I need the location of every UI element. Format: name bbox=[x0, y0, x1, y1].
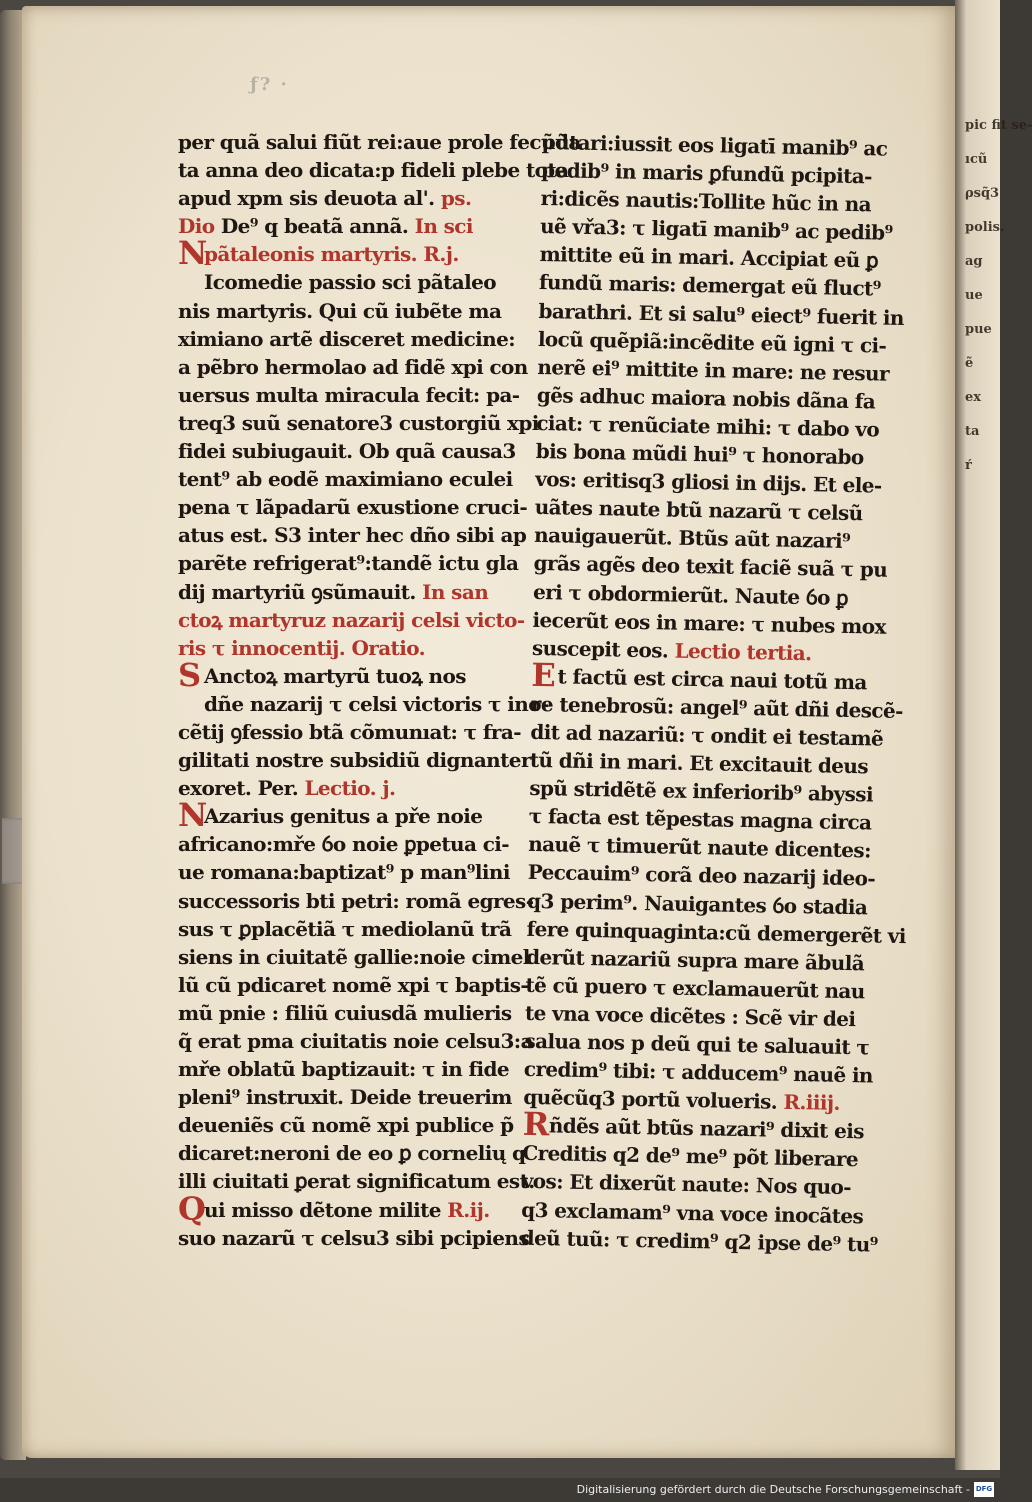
text-line bbox=[178, 746, 538, 774]
body-text: ue romana:baptizat⁹ p man⁹lini bbox=[178, 860, 510, 885]
body-text: nauẽ τ timuerũt naute dicentes: bbox=[528, 832, 872, 863]
body-text: τ facta est tẽpestas magna circa bbox=[528, 804, 872, 835]
body-text: fere quinquaginta:cũ demergerẽt vi bbox=[526, 916, 907, 948]
text-line bbox=[178, 690, 549, 718]
body-text: t factũ est circa naui totũ ma bbox=[557, 664, 867, 695]
body-text: dñe nazarij τ celsi victoris τ ino- bbox=[204, 691, 549, 716]
initial-letter: N bbox=[178, 796, 207, 835]
body-text: ri:dicẽs nautis:Tollite hũc in na bbox=[540, 186, 872, 217]
text-line bbox=[178, 268, 538, 296]
body-text: Azarius genitus a pře noie bbox=[204, 804, 483, 829]
body-text: pena τ lãpadarũ exustione cruci- bbox=[178, 495, 528, 520]
body-text: bis bona mũdi hui⁹ τ honorabo bbox=[535, 438, 864, 470]
text-line bbox=[178, 521, 538, 549]
text-line bbox=[178, 212, 538, 240]
text-line bbox=[178, 796, 538, 835]
text-line bbox=[178, 971, 538, 999]
text-line bbox=[178, 325, 538, 353]
body-text: De⁹ q beatã annã. bbox=[220, 214, 415, 239]
initial-letter: N bbox=[178, 234, 207, 273]
body-text: re tenebrosũ: angel⁹ aũt dñi descẽ- bbox=[530, 691, 904, 723]
body-text: q̃ erat pma ciuitatis noie celsu3:a bbox=[178, 1029, 533, 1053]
body-text: lũ cũ pdicaret nomẽ xpi τ baptis- bbox=[178, 972, 529, 997]
text-line bbox=[178, 578, 538, 606]
text-line bbox=[178, 1083, 538, 1111]
next-page-fragment: pic fit se- bbox=[965, 118, 1032, 133]
next-page-fragment: polis. bbox=[965, 220, 1005, 235]
rubric-text: ctoꝝ martyruz nazarij celsi victo- bbox=[178, 607, 525, 632]
text-line bbox=[178, 437, 538, 465]
next-page-fragment: ıcũ bbox=[965, 152, 988, 167]
text-line bbox=[178, 493, 538, 521]
body-text: Creditis q2 de⁹ me⁹ põt liberare bbox=[522, 1141, 859, 1172]
folio-number: ƒ? · bbox=[250, 74, 289, 95]
text-line bbox=[178, 1111, 538, 1139]
rubric-text: In sci bbox=[414, 214, 473, 239]
body-text: dicaret:neroni de eo ꝑ cornelių q bbox=[178, 1141, 526, 1166]
body-text: deueniẽs cũ nomẽ xpi publice p̃ bbox=[178, 1113, 514, 1138]
initial-letter: E bbox=[531, 655, 556, 695]
text-line bbox=[178, 234, 538, 273]
text-line bbox=[178, 156, 569, 184]
body-text: salua nos p deũ qui te saluauit τ bbox=[524, 1028, 870, 1060]
body-text: tẽ cũ puero τ exclamauerũt nau bbox=[525, 972, 865, 1004]
body-text: te vna voce dicẽtes : Scẽ vir dei bbox=[524, 1000, 856, 1032]
body-text: dij martyriũ ꝯsũmauit. bbox=[178, 579, 423, 604]
body-text: pũtari:iussit eos ligatī manib⁹ ac bbox=[541, 129, 888, 161]
text-line bbox=[178, 943, 538, 971]
body-text: uẽ vřa3: τ ligatī manib⁹ ac pedib⁹ bbox=[539, 214, 893, 246]
body-text: Peccauim⁹ corã deo nazarij ideo- bbox=[527, 860, 876, 891]
rubric-text: Lectio. j. bbox=[304, 776, 396, 801]
next-page-fragment: ta bbox=[965, 424, 980, 439]
body-text: exoret. Per. bbox=[178, 776, 305, 801]
body-text: uãtes naute btũ nazarũ τ celsũ bbox=[534, 495, 863, 526]
body-text: mře oblatũ baptizauit: τ in fide bbox=[178, 1057, 510, 1082]
body-text: ñdẽs aũt btũs nazari⁹ dixit eis bbox=[548, 1113, 865, 1144]
body-text: nauigauerũt. Btũs aũt nazari⁹ bbox=[533, 523, 851, 554]
text-line bbox=[178, 634, 538, 662]
body-text: illi ciuitati ꝑerat significatum est. bbox=[178, 1169, 535, 1194]
body-text: spũ stridẽtẽ ex inferiorib⁹ abyssi bbox=[529, 776, 874, 807]
text-line bbox=[178, 465, 538, 493]
body-text: sus τ ꝑplacẽtiã τ mediolanũ trã bbox=[178, 916, 512, 941]
body-text: tent⁹ ab eodẽ maximiano eculei bbox=[178, 467, 513, 492]
text-column-right bbox=[520, 128, 907, 1258]
body-text: vos: eritisq3 gliosi in dijs. Et ele- bbox=[535, 467, 882, 498]
body-text: quẽcũq3 portũ volueris. bbox=[523, 1085, 784, 1115]
initial-letter: Q bbox=[178, 1189, 206, 1228]
body-text: mũ pnie : filiũ cuiusdã mulieris bbox=[178, 1000, 512, 1025]
body-text: fidei subiugauit. Ob quã causa3 bbox=[178, 439, 516, 464]
text-line bbox=[178, 549, 538, 577]
text-line bbox=[178, 1027, 538, 1055]
footer-bar bbox=[0, 1478, 1000, 1502]
next-page-edge bbox=[955, 0, 1032, 1470]
body-text: ximiano artẽ disceret medicine: bbox=[178, 326, 516, 351]
text-line bbox=[178, 887, 538, 915]
body-text: ciat: τ renũciate mihi: τ dabo vo bbox=[536, 410, 880, 442]
text-line bbox=[178, 606, 538, 634]
body-text: barathri. Et si salu⁹ eiect⁹ fuerit in bbox=[538, 298, 905, 330]
body-text: vos: Et dixerũt naute: Nos quo- bbox=[521, 1169, 852, 1200]
text-column-left bbox=[178, 128, 581, 1252]
text-line bbox=[178, 353, 538, 381]
text-line bbox=[178, 999, 538, 1027]
body-text: eri τ obdormierũt. Naute ỽo ꝑ bbox=[532, 579, 849, 610]
body-text: atus est. S3 inter hec dño sibi ap bbox=[178, 523, 527, 548]
text-line bbox=[178, 128, 581, 156]
body-text: mittite eũ in mari. Accipiat eũ ꝑ bbox=[539, 242, 879, 273]
body-text: q3 perim⁹. Nauigantes ỽo stadia bbox=[526, 888, 868, 919]
text-line bbox=[178, 1139, 538, 1167]
next-page-fragment: ue bbox=[965, 288, 983, 303]
text-line bbox=[178, 1167, 538, 1195]
body-text: siens in ciuitatẽ gallie:noie cimel bbox=[178, 944, 530, 969]
body-text: ui misso dẽtone milite bbox=[204, 1197, 448, 1222]
body-text: nis martyris. Qui cũ iubẽte ma bbox=[178, 298, 502, 323]
initial-letter: R bbox=[522, 1105, 550, 1144]
dfg-credit: Digitalisierung gefördert durch die Deutsche Forschungsgemeinschaft - bbox=[576, 1483, 970, 1496]
text-line bbox=[178, 915, 538, 943]
body-text: nerẽ ei⁹ mittite in mare: ne resur bbox=[537, 354, 890, 386]
text-line bbox=[178, 1055, 538, 1083]
body-text: fundũ maris: demergat eũ fluct⁹ bbox=[538, 270, 882, 302]
body-text: q3 exclamam⁹ vna voce inocãtes bbox=[521, 1197, 864, 1228]
body-text: locũ quẽpiã:incẽdite eũ igni τ ci- bbox=[537, 326, 887, 358]
body-text: successoris bti petri: romã egres- bbox=[178, 888, 534, 913]
body-text: Anctoꝝ martyrũ tuoꝝ nos bbox=[204, 663, 466, 688]
body-text: per quã salui fiũt rei:aue prole fecũda bbox=[178, 130, 581, 154]
body-text: credim⁹ tibi: τ adducem⁹ nauẽ in bbox=[523, 1056, 874, 1088]
body-text: africano:mře ỽo noie ꝑpetua ci- bbox=[178, 832, 509, 857]
body-text: Icomedie passio sci pãtaleo bbox=[204, 270, 496, 295]
body-text: gẽs adhuc maiora nobis dãna fa bbox=[536, 382, 876, 414]
rubric-text: R.iiij. bbox=[783, 1090, 841, 1116]
body-text: tũ dñi in mari. Et excitauit deus bbox=[529, 747, 869, 779]
next-page-fragment: pue bbox=[965, 322, 992, 337]
text-line bbox=[178, 858, 538, 886]
body-text: gilitati nostre subsidiũ dignanter bbox=[178, 748, 531, 773]
body-text: treq3 suũ senatore3 custorgiũ xpi bbox=[178, 410, 539, 435]
next-page-fragment: ŕ bbox=[965, 458, 972, 473]
body-text: deũ tuũ: τ credim⁹ q2 ipse de⁹ tu⁹ bbox=[520, 1225, 879, 1257]
rubric-text: Dio bbox=[178, 214, 221, 239]
text-line bbox=[178, 184, 538, 212]
dfg-logo-icon: DFG bbox=[974, 1482, 994, 1497]
next-page-fragment: ẽ bbox=[965, 356, 974, 371]
rubric-text: In san bbox=[422, 579, 489, 604]
body-text: iecerũt eos in mare: τ nubes mox bbox=[532, 607, 887, 639]
next-page-fragment: ρsq̃3 bbox=[965, 186, 1000, 201]
body-text: pedib⁹ in maris ꝑfundũ pcipita- bbox=[540, 158, 873, 189]
body-text: ta anna deo dicata:p fideli plebe tota bbox=[178, 158, 569, 183]
next-page-fragment: ex bbox=[965, 390, 982, 405]
body-text: suscepit eos. bbox=[531, 635, 675, 663]
body-text: apud xpm sis deuota al'. bbox=[178, 186, 441, 211]
next-page-fragment: ag bbox=[965, 254, 983, 269]
text-line bbox=[178, 409, 538, 437]
body-text: a pẽbro hermolao ad fidẽ xpi con bbox=[178, 354, 528, 379]
text-line bbox=[178, 297, 538, 325]
text-line bbox=[178, 718, 538, 746]
body-text: pleni⁹ instruxit. Deide treuerim bbox=[178, 1085, 512, 1110]
body-text: grãs agẽs deo texit faciẽ suã τ pu bbox=[533, 551, 888, 583]
rubric-text: R.ij. bbox=[447, 1197, 490, 1222]
rubric-text: ris τ innocentij. Oratio. bbox=[178, 635, 425, 660]
body-text: suo nazarũ τ celsu3 sibi pcipiens bbox=[178, 1225, 530, 1250]
text-line bbox=[178, 1224, 538, 1252]
text-line bbox=[178, 1189, 538, 1228]
body-text: dit ad nazariũ: τ ondit ei testamẽ bbox=[530, 719, 884, 751]
rubric-text: pãtaleonis martyris. R.j. bbox=[204, 242, 459, 267]
text-line bbox=[178, 655, 538, 694]
text-line bbox=[178, 830, 538, 858]
text-line bbox=[178, 774, 538, 802]
body-text: derũt nazariũ supra mare ãbulã bbox=[525, 944, 865, 976]
body-text: parẽte refrigerat⁹:tandẽ ictu gla bbox=[178, 551, 519, 576]
rubric-text: Lectio tertia. bbox=[674, 638, 812, 665]
body-text: cẽtij ꝯfessio btã cõmunıat: τ fra- bbox=[178, 719, 521, 744]
body-text: uersus multa miracula fecit: pa- bbox=[178, 382, 520, 407]
text-line bbox=[178, 381, 538, 409]
initial-letter: S bbox=[178, 655, 201, 694]
rubric-text: ps. bbox=[440, 186, 472, 211]
